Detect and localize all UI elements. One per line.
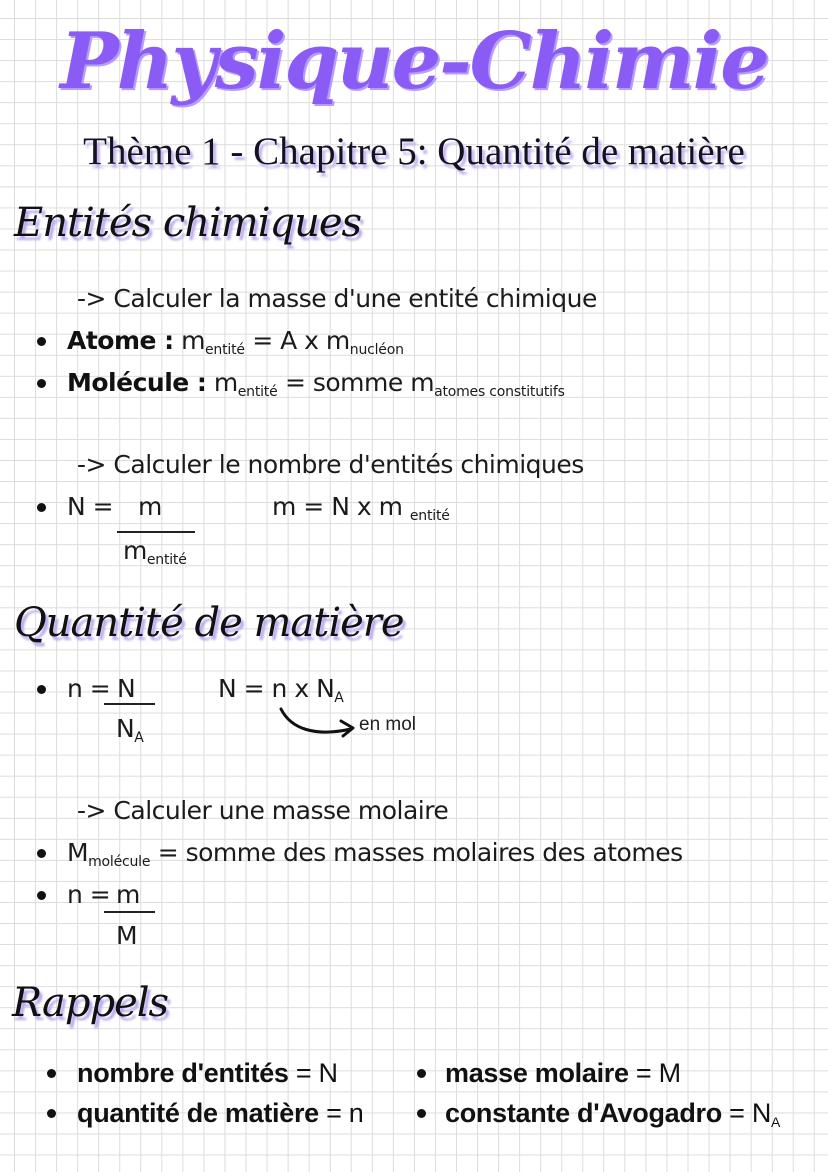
formula-text: = somme des masses molaires des atomes [150,838,683,867]
rappel-symbol: = M [628,1058,681,1088]
chapter-subtitle: Thème 1 - Chapitre 5: Quantité de matière [83,130,745,173]
rappel-label: nombre d'entités [77,1058,289,1088]
formula-n-lhs: n = [67,674,111,703]
formula-text: N = n x N [218,674,335,703]
subscript: entité [237,384,278,400]
rappel-symbol: = n [318,1098,364,1128]
fraction-denominator [123,535,187,576]
annotation-en-mol: en mol [359,714,417,735]
fraction-numerator: N [117,674,136,703]
formula-n-lhs: n = [67,880,111,909]
fraction-bar [104,703,155,705]
subscript: A [771,1114,781,1130]
formula-atome [67,325,404,366]
subscript: A [334,690,344,706]
fraction-denominator: M [116,921,138,950]
rappel-item [445,1096,780,1139]
rappel-label: constante d'Avogadro [445,1098,722,1128]
subheading-calculer-masse-molaire: -> Calculer une masse molaire [77,796,449,825]
fraction-bar [117,531,195,533]
fraction-numerator: m [138,492,162,521]
rappel-item [77,1096,363,1130]
bullet-icon [37,503,46,512]
subscript: molécule [88,854,151,870]
subscript: A [134,730,144,746]
symbol-m: m [213,368,238,397]
page-title: Physique-Chimie [60,16,768,107]
heading-entites-chimiques: Entités chimiques [14,200,362,246]
formula-text: = A x m [244,326,350,355]
bullet-icon [37,849,46,858]
fraction-denominator [116,713,144,754]
heading-quantite-de-matiere: Quantité de matière [14,600,404,646]
rappel-label: quantité de matière [77,1098,319,1128]
subscript: atomes constitutifs [434,384,565,400]
rappel-symbol: = N [288,1058,338,1088]
bullet-icon [37,379,46,388]
fraction-numerator: m [116,880,140,909]
subheading-calculer-nombre: -> Calculer le nombre d'entités chimiques [77,450,584,479]
symbol-m: m [123,536,147,565]
subscript: entité [409,508,450,524]
subscript: entité [205,342,245,358]
label-molecule: Molécule : [67,368,207,397]
formula-N-lhs: N = [67,492,114,521]
symbol-m: m [181,326,205,355]
rappel-symbol: = N [721,1098,772,1128]
fraction-bar [104,911,155,913]
subscript: entité [146,552,187,568]
formula-text: = somme m [277,368,435,397]
symbol-M: M [67,838,89,867]
bullet-icon [417,1069,426,1078]
subheading-calculer-masse: -> Calculer la masse d'une entité chimique [77,284,597,313]
subscript: nucléon [349,342,404,358]
formula-m-equals [272,491,450,532]
bullet-icon [37,891,46,900]
rappel-item [445,1056,681,1090]
symbol-N: N [116,714,135,743]
curved-arrow-icon [275,705,365,745]
bullet-icon [47,1069,56,1078]
formula-M-molecule [67,837,683,878]
label-atome: Atome : [67,326,174,355]
bullet-icon [37,337,46,346]
formula-text: m = N x m [272,492,403,521]
formula-molecule [67,367,565,408]
bullet-icon [37,685,46,694]
heading-rappels: Rappels [12,980,169,1026]
rappel-label: masse molaire [445,1058,629,1088]
rappel-item [77,1056,338,1090]
bullet-icon [417,1109,426,1118]
bullet-icon [47,1109,56,1118]
